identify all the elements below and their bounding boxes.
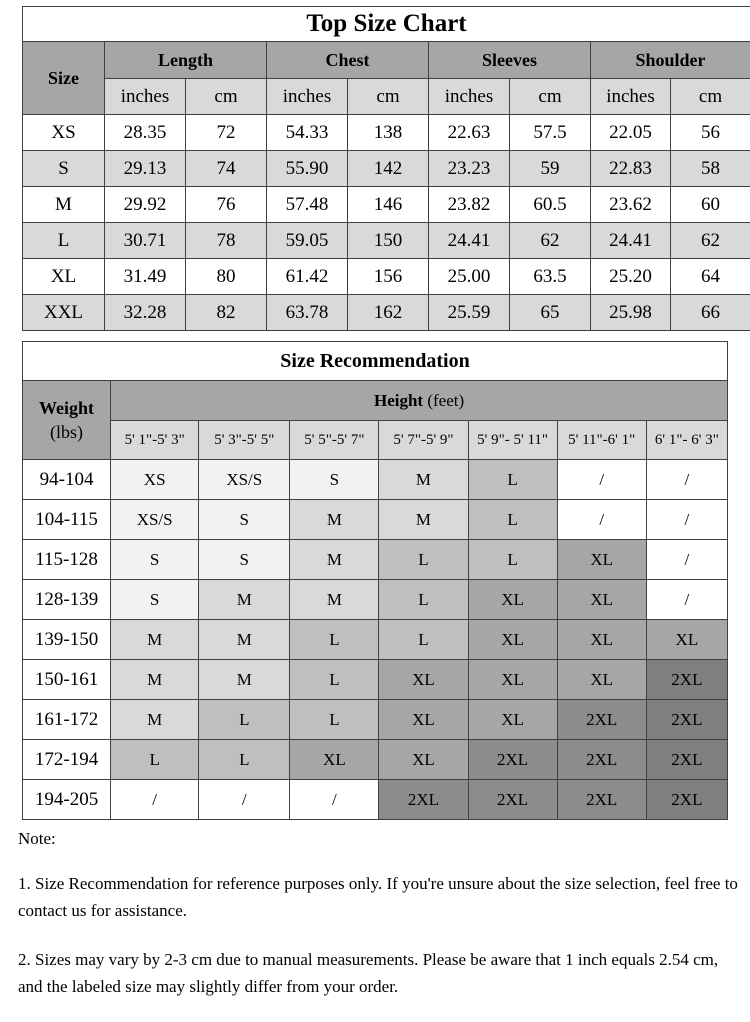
measurement-cell: 62	[510, 223, 591, 259]
sleeves-header: Sleeves	[429, 42, 591, 79]
recommended-size-cell: M	[111, 660, 199, 700]
unit-header: cm	[510, 79, 591, 115]
recommended-size-cell: S	[199, 540, 290, 580]
measurement-cell: 74	[186, 151, 267, 187]
weight-range-cell: 94-104	[23, 460, 111, 500]
recommended-size-cell: M	[199, 620, 290, 660]
measurement-cell: 29.13	[105, 151, 186, 187]
measurement-cell: 63.78	[267, 295, 348, 331]
recommended-size-cell: M	[379, 500, 468, 540]
measurement-cell: 63.5	[510, 259, 591, 295]
recommended-size-cell: L	[290, 620, 379, 660]
measurement-cell: 60	[671, 187, 750, 223]
measurement-cell: 29.92	[105, 187, 186, 223]
recommended-size-cell: L	[379, 540, 468, 580]
height-range-header: 6' 1"- 6' 3"	[646, 421, 727, 460]
unit-header: cm	[671, 79, 750, 115]
recommended-size-cell: XL	[290, 740, 379, 780]
recommended-size-cell: 2XL	[557, 740, 646, 780]
measurement-cell: 32.28	[105, 295, 186, 331]
recommended-size-cell: L	[199, 700, 290, 740]
recommended-size-cell: S	[111, 580, 199, 620]
size-label-cell: XL	[23, 259, 105, 295]
recommendation-row	[23, 660, 728, 700]
measurement-cell: 65	[510, 295, 591, 331]
measurement-cell: 59.05	[267, 223, 348, 259]
measurement-cell: 23.82	[429, 187, 510, 223]
measurement-cell: 31.49	[105, 259, 186, 295]
height-unit: (feet)	[427, 391, 464, 410]
weight-label: Weight	[23, 396, 110, 420]
height-range-header: 5' 11"-6' 1"	[557, 421, 646, 460]
recommended-size-cell: M	[111, 620, 199, 660]
recommended-size-cell: 2XL	[646, 700, 727, 740]
recommended-size-cell: XL	[468, 580, 557, 620]
length-header: Length	[105, 42, 267, 79]
recommended-size-cell: L	[379, 620, 468, 660]
weight-range-cell: 139-150	[23, 620, 111, 660]
recommended-size-cell: L	[290, 700, 379, 740]
size-label-cell: XXL	[23, 295, 105, 331]
weight-range-cell: 172-194	[23, 740, 111, 780]
measurement-cell: 80	[186, 259, 267, 295]
recommendation-row	[23, 460, 728, 500]
recommended-size-cell: L	[199, 740, 290, 780]
measurement-cell: 24.41	[429, 223, 510, 259]
measurement-cell: 25.59	[429, 295, 510, 331]
recommended-size-cell: /	[646, 580, 727, 620]
recommended-size-cell: XL	[379, 700, 468, 740]
recommendation-row	[23, 740, 728, 780]
measurement-cell: 59	[510, 151, 591, 187]
measurement-cell: 23.23	[429, 151, 510, 187]
size-label-cell: XS	[23, 115, 105, 151]
recommended-size-cell: M	[379, 460, 468, 500]
size-label-cell: M	[23, 187, 105, 223]
note-title: Note:	[18, 825, 738, 852]
measurement-cell: 150	[348, 223, 429, 259]
recommended-size-cell: L	[468, 500, 557, 540]
weight-range-cell: 161-172	[23, 700, 111, 740]
measurement-cell: 55.90	[267, 151, 348, 187]
measurement-cell: 22.83	[591, 151, 671, 187]
measurement-cell: 57.48	[267, 187, 348, 223]
weight-range-cell: 115-128	[23, 540, 111, 580]
unit-header: inches	[591, 79, 671, 115]
height-range-header: 5' 5"-5' 7"	[290, 421, 379, 460]
recommended-size-cell: XL	[557, 620, 646, 660]
measurement-cell: 156	[348, 259, 429, 295]
measurement-cell: 72	[186, 115, 267, 151]
note-item: 1. Size Recommendation for reference purposes only. If you're unsure about the size selection, feel free to contact us for assistance.	[18, 870, 738, 924]
recommendation-row	[23, 620, 728, 660]
measurement-cell: 22.05	[591, 115, 671, 151]
recommendation-row	[23, 700, 728, 740]
recommended-size-cell: L	[468, 460, 557, 500]
weight-unit: (lbs)	[50, 422, 83, 442]
measurement-cell: 66	[671, 295, 750, 331]
measurement-cell: 30.71	[105, 223, 186, 259]
height-header	[111, 381, 728, 421]
measurement-cell: 28.35	[105, 115, 186, 151]
size-label-cell: L	[23, 223, 105, 259]
recommended-size-cell: XL	[468, 700, 557, 740]
measurement-cell: 24.41	[591, 223, 671, 259]
recommended-size-cell: L	[379, 580, 468, 620]
recommended-size-cell: 2XL	[557, 780, 646, 820]
measurement-cell: 76	[186, 187, 267, 223]
height-range-header: 5' 9"- 5' 11"	[468, 421, 557, 460]
measurement-cell: 22.63	[429, 115, 510, 151]
recommended-size-cell: /	[290, 780, 379, 820]
height-label: Height	[374, 391, 423, 410]
weight-column-header	[23, 381, 111, 460]
recommendation-row	[23, 780, 728, 820]
recommended-size-cell: 2XL	[468, 740, 557, 780]
recommended-size-cell: XL	[379, 740, 468, 780]
size-row	[23, 187, 750, 223]
measurement-cell: 58	[671, 151, 750, 187]
unit-header: inches	[267, 79, 348, 115]
size-row	[23, 115, 750, 151]
recommended-size-cell: XS/S	[111, 500, 199, 540]
unit-header: cm	[348, 79, 429, 115]
size-row	[23, 295, 750, 331]
measurement-cell: 61.42	[267, 259, 348, 295]
notes-section	[18, 825, 738, 1022]
recommended-size-cell: M	[199, 580, 290, 620]
size-label-cell: S	[23, 151, 105, 187]
recommendation-title: Size Recommendation	[23, 342, 728, 381]
measurement-cell: 162	[348, 295, 429, 331]
recommended-size-cell: S	[111, 540, 199, 580]
measurement-cell: 60.5	[510, 187, 591, 223]
recommended-size-cell: XL	[379, 660, 468, 700]
measurement-cell: 25.98	[591, 295, 671, 331]
recommended-size-cell: XL	[557, 540, 646, 580]
size-row	[23, 259, 750, 295]
measurement-cell: 56	[671, 115, 750, 151]
recommendation-row	[23, 540, 728, 580]
size-row	[23, 223, 750, 259]
recommended-size-cell: /	[199, 780, 290, 820]
recommendation-row	[23, 580, 728, 620]
recommended-size-cell: /	[646, 540, 727, 580]
recommended-size-cell: /	[111, 780, 199, 820]
recommended-size-cell: L	[290, 660, 379, 700]
height-range-header: 5' 3"-5' 5"	[199, 421, 290, 460]
measurement-cell: 64	[671, 259, 750, 295]
recommended-size-cell: M	[290, 540, 379, 580]
recommended-size-cell: /	[557, 500, 646, 540]
size-row	[23, 151, 750, 187]
recommended-size-cell: S	[290, 460, 379, 500]
unit-header: inches	[429, 79, 510, 115]
recommendation-row	[23, 500, 728, 540]
size-chart-title: Top Size Chart	[23, 7, 750, 42]
recommended-size-cell: /	[557, 460, 646, 500]
recommended-size-cell: 2XL	[557, 700, 646, 740]
recommended-size-cell: 2XL	[646, 660, 727, 700]
unit-header: cm	[186, 79, 267, 115]
measurement-cell: 78	[186, 223, 267, 259]
measurement-cell: 142	[348, 151, 429, 187]
measurement-cell: 146	[348, 187, 429, 223]
recommended-size-cell: L	[111, 740, 199, 780]
recommended-size-cell: M	[111, 700, 199, 740]
recommended-size-cell: L	[468, 540, 557, 580]
recommended-size-cell: XL	[646, 620, 727, 660]
recommended-size-cell: M	[290, 500, 379, 540]
size-chart-table	[22, 6, 750, 331]
recommended-size-cell: XS	[111, 460, 199, 500]
weight-range-cell: 128-139	[23, 580, 111, 620]
recommended-size-cell: M	[199, 660, 290, 700]
recommended-size-cell: /	[646, 500, 727, 540]
recommended-size-cell: XL	[557, 580, 646, 620]
recommended-size-cell: XS/S	[199, 460, 290, 500]
recommended-size-cell: XL	[468, 620, 557, 660]
recommended-size-cell: XL	[468, 660, 557, 700]
measurement-cell: 25.00	[429, 259, 510, 295]
recommended-size-cell: 2XL	[646, 740, 727, 780]
recommended-size-cell: 2XL	[379, 780, 468, 820]
size-recommendation-table	[22, 341, 728, 820]
recommended-size-cell: 2XL	[468, 780, 557, 820]
recommended-size-cell: S	[199, 500, 290, 540]
measurement-cell: 138	[348, 115, 429, 151]
recommended-size-cell: /	[646, 460, 727, 500]
note-item: 2. Sizes may vary by 2-3 cm due to manual measurements. Please be aware that 1 inch equals 2.54 cm, and the labeled size may slightly differ from your order.	[18, 946, 738, 1000]
weight-range-cell: 194-205	[23, 780, 111, 820]
height-range-header: 5' 7"-5' 9"	[379, 421, 468, 460]
chest-header: Chest	[267, 42, 429, 79]
size-column-header: Size	[23, 42, 105, 115]
shoulder-header: Shoulder	[591, 42, 750, 79]
measurement-cell: 82	[186, 295, 267, 331]
measurement-cell: 57.5	[510, 115, 591, 151]
recommended-size-cell: 2XL	[646, 780, 727, 820]
unit-header: inches	[105, 79, 186, 115]
measurement-cell: 23.62	[591, 187, 671, 223]
weight-range-cell: 104-115	[23, 500, 111, 540]
measurement-cell: 62	[671, 223, 750, 259]
height-range-header: 5' 1"-5' 3"	[111, 421, 199, 460]
measurement-cell: 54.33	[267, 115, 348, 151]
recommended-size-cell: XL	[557, 660, 646, 700]
recommended-size-cell: M	[290, 580, 379, 620]
measurement-cell: 25.20	[591, 259, 671, 295]
weight-range-cell: 150-161	[23, 660, 111, 700]
